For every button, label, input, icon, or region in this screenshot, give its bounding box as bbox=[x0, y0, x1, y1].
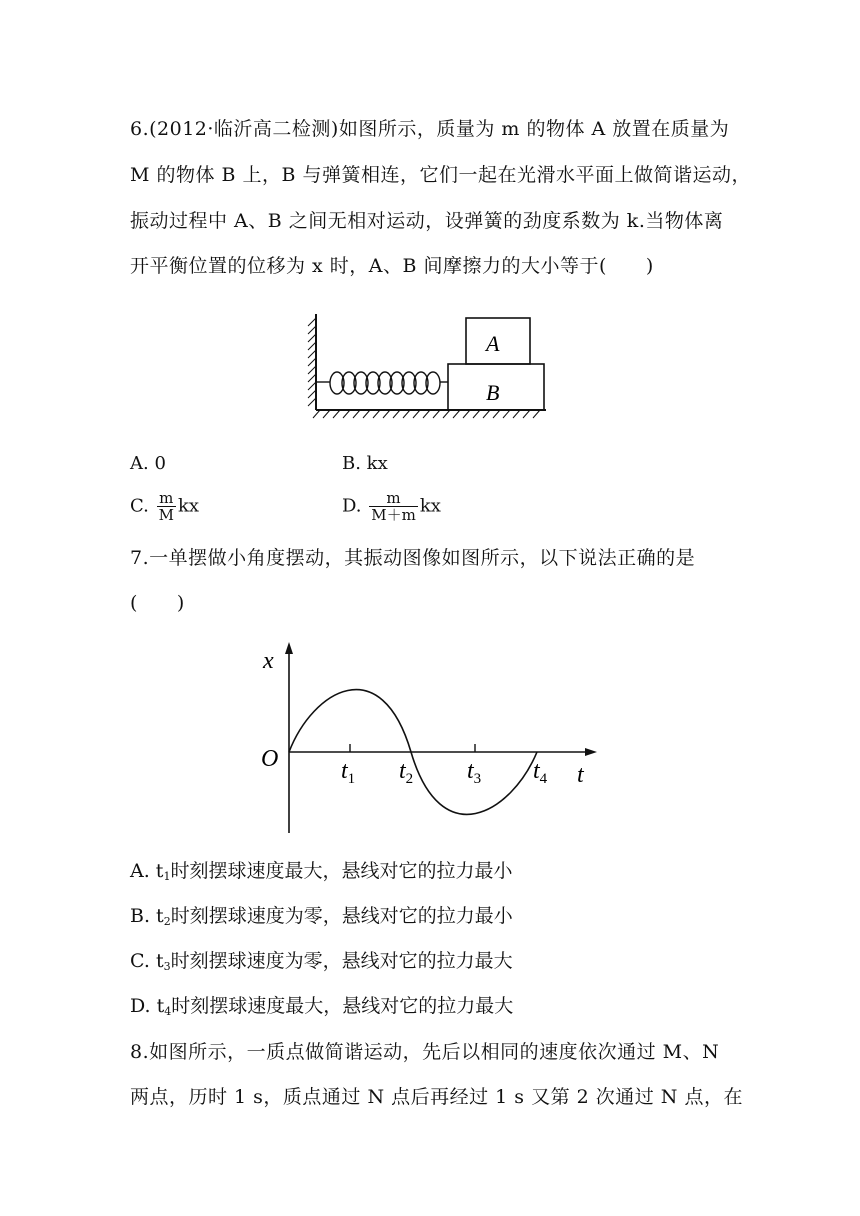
q7-option-b: B. $t_2$时刻摆球速度为零，悬线对它的拉力最小 bbox=[130, 905, 513, 928]
q6-option-b: B. kx bbox=[342, 453, 388, 474]
t4-label: $t_4$ bbox=[533, 758, 548, 787]
q6-spring-block-figure bbox=[300, 310, 560, 430]
spring-icon bbox=[316, 372, 448, 394]
q8-line-1: 8.如图所示，一质点做简谐运动，先后以相同的速度依次通过 M、N bbox=[130, 1041, 720, 1063]
t3-label: $t_3$ bbox=[467, 758, 482, 787]
q6-option-d-suffix: kx bbox=[419, 495, 441, 517]
q6-line-1: 6.(2012·临沂高二检测)如图所示，质量为 m 的物体 A 放置在质量为 bbox=[130, 118, 730, 140]
q6-option-a: A. 0 bbox=[130, 453, 166, 474]
fraction-numerator: m bbox=[159, 489, 174, 507]
fraction-numerator: m bbox=[386, 489, 401, 507]
q7-option-c: C. $t_3$时刻摆球速度为零，悬线对它的拉力最大 bbox=[130, 950, 513, 973]
q6-option-c-prefix: C. bbox=[130, 495, 155, 517]
block-b-label: B bbox=[486, 380, 500, 405]
fraction-denominator: M＋m bbox=[371, 506, 416, 524]
q6-line-3: 振动过程中 A、B 之间无相对运动，设弹簧的劲度系数为 k.当物体离 bbox=[130, 210, 724, 232]
q7-line-2: ( ) bbox=[130, 592, 185, 614]
q7-option-d: D. $t_4$时刻摆球速度最大，悬线对它的拉力最大 bbox=[130, 995, 514, 1018]
q7-option-a: A. $t_1$时刻摆球速度最大，悬线对它的拉力最小 bbox=[130, 860, 513, 883]
q6-option-d-fraction bbox=[369, 490, 418, 523]
q7-line-1: 7.一单摆做小角度摆动，其振动图像如图所示，以下说法正确的是 bbox=[130, 547, 696, 569]
t2-label: $t_2$ bbox=[399, 758, 414, 787]
q6-option-c-suffix: kx bbox=[177, 495, 199, 517]
q6-option-d bbox=[342, 490, 441, 523]
q6-option-c bbox=[130, 490, 199, 523]
origin-label: O bbox=[261, 746, 279, 772]
fraction-denominator: M bbox=[158, 506, 174, 524]
y-axis-label: x bbox=[263, 648, 274, 674]
block-a-label: A bbox=[486, 331, 500, 356]
q6-option-d-prefix: D. bbox=[342, 495, 368, 517]
q6-line-2: M 的物体 B 上，B 与弹簧相连，它们一起在光滑水平面上做简谐运动， bbox=[130, 164, 752, 186]
q6-option-c-fraction bbox=[157, 490, 176, 523]
x-axis-label: t bbox=[577, 762, 584, 788]
q6-line-4: 开平衡位置的位移为 x 时，A、B 间摩擦力的大小等于( ) bbox=[130, 255, 654, 277]
t1-label: $t_1$ bbox=[341, 758, 356, 787]
q7-vibration-graph bbox=[255, 638, 605, 838]
q8-line-2: 两点，历时 1 s，质点通过 N 点后再经过 1 s 又第 2 次通过 N 点，在 bbox=[130, 1086, 743, 1108]
